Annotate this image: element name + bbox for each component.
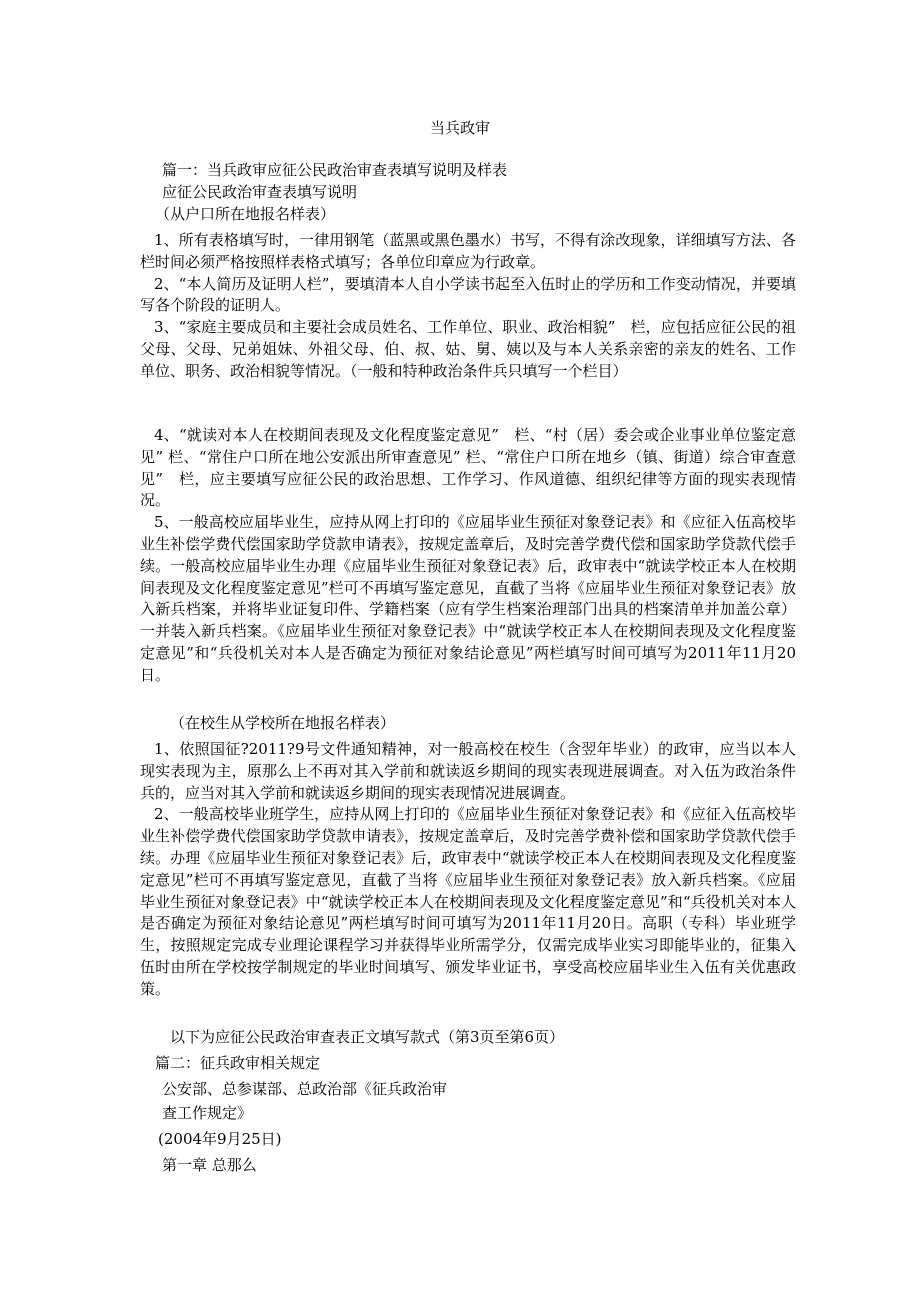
paragraph: 4、“就读对本人在校期间表现及文化程度鉴定意见” 栏、“村（居）委会或企业事业单位鉴定意见” 栏、“常住户口所在地公安派出所审查意见” 栏、“常住户口所在地乡（镇、街道）综合审查意见” 栏，应主要填写应征公民的政治思想、工作学习、作风道德、组织纪律等方面的现实表现情况。 [140,426,796,510]
form-style-note: 以下为应征公民政治审查表正文填写款式（第3页至第6页） [170,1028,565,1046]
paragraph: 1、依照国征?2011?9号文件通知精神，对一般高校在校生（含翌年毕业）的政审，应当以本人现实表现为主，原那么上不再对其入学前和就读返乡期间的现实表现进展调查。对入伍为政治条件兵的，应当对其入学前和就读返乡期间的现实表现情况进展调查。 [140,740,796,802]
form-instructions-heading: 应征公民政治审查表填写说明 [162,183,358,201]
paragraph-group-a [140,230,796,383]
document-title: 当兵政审 [429,119,490,137]
article-two-heading: 篇二：征兵政审相关规定 [155,1054,321,1072]
chapter-one-heading: 第一章 总那么 [162,1156,257,1174]
paragraph: 2、一般高校毕业班学生，应持从网上打印的《应届毕业生预征对象登记表》和《应征入伍高校毕业生补偿学费代偿国家助学贷款申请表》，按规定盖章后，及时完善学费补偿和国家助学贷款代偿手续。办理《应届毕业生预征对象登记表》后，政审表中“就读学校正本人在校期间表现及文化程度鉴定意见”栏可不再填写鉴定意见，直截了当将《应届毕业生预征对象登记表》放入新兵档案。《应届毕业生预征对象登记表》中“就读学校正本人在校期间表现及文化程度鉴定意见”和“兵役机关对本人是否确定为预征对象结论意见”两栏填写时间可填写为2011年11月20日。高职（专科）毕业班学生，按照规定完成专业理论课程学习并获得毕业所需学分，仅需完成毕业实习即能毕业的，征集入伍时由所在学校按学制规定的毕业时间填写、颁发毕业证书，享受高校应届毕业生入伍有关优惠政策。 [140,805,796,998]
paragraph: 2、“本人简历及证明人栏”，要填清本人自小学读书起至入伍时止的学历和工作变动情况，并要填写各个阶段的证明人。 [140,274,796,315]
paragraph-group-c [140,739,796,1001]
section-hukou-heading: （从户口所在地报名样表） [155,205,336,223]
paragraph: 1、所有表格填写时，一律用钢笔（蓝黑或黑色墨水）书写，不得有涂改现象，详细填写方法、各栏时间必须严格按照样表格式填写；各单位印章应为行政章。 [140,231,796,271]
paragraph-group-b [140,425,796,687]
section-school-heading: （在校生从学校所在地报名样表） [170,714,396,732]
article-one-heading: 篇一：当兵政审应征公民政治审查表填写说明及样表 [162,161,508,179]
regulation-title-cont: 查工作规定》 [162,1104,253,1122]
paragraph: 5、一般高校应届毕业生，应持从网上打印的《应届毕业生预征对象登记表》和《应征入伍高校毕业生补偿学费代偿国家助学贷款申请表》，按规定盖章后，及时完善学费代偿和国家助学贷款代偿手续。一般高校应届毕业生办理《应届毕业生预征对象登记表》后，政审表中“就读学校正本人在校期间表现及文化程度鉴定意见”栏可不再填写鉴定意见，直截了当将《应届毕业生预征对象登记表》放入新兵档案，并将毕业证复印件、学籍档案（应有学生档案治理部门出具的档案清单并加盖公章）一并装入新兵档案。《应届毕业生预征对象登记表》中“就读学校正本人在校期间表现及文化程度鉴定意见”和“兵役机关对本人是否确定为预征对象结论意见”两栏填写时间可填写为2011年11月20日。 [140,513,796,684]
regulation-date: (2004年9月25日) [158,1130,282,1148]
paragraph: 3、“家庭主要成员和主要社会成员姓名、工作单位、职业、政治相貌” 栏，应包括应征公民的祖父母、父母、兄弟姐妹、外祖父母、伯、叔、姑、舅、姨以及与本人关系亲密的亲友的姓名、工作单位、职务、政治相貌等情况。（一般和特种政治条件兵只填写一个栏目） [140,318,796,380]
regulation-issuer: 公安部、总参谋部、总政治部《征兵政治审 [162,1080,448,1098]
